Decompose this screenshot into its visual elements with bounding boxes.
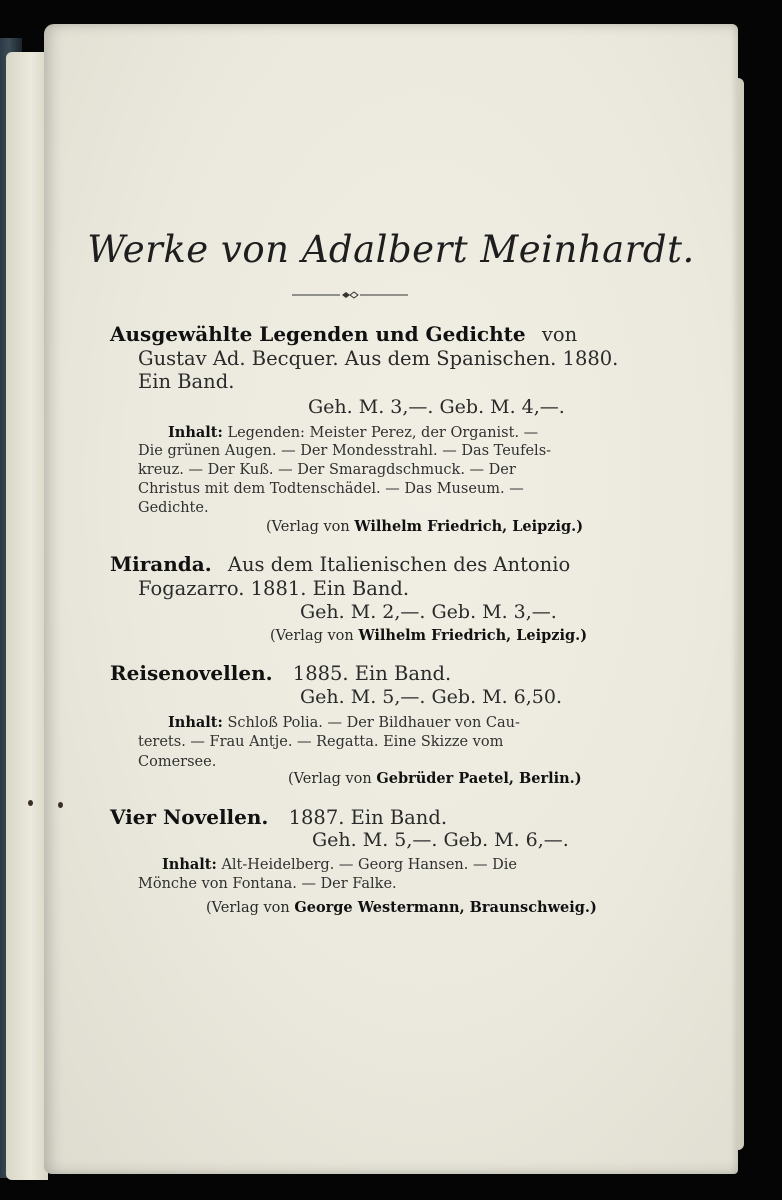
contents-text: Mönche von Fontana. — Der Falke. [138,876,397,892]
entry-text-line: 1885. Ein Band. [292,662,452,685]
contents-text: Schloß Polia. — Der Bildhauer von Cau- [227,715,520,731]
publisher-line [266,518,583,535]
contents-label: Inhalt: [162,856,217,873]
contents-text: Legenden: Meister Perez, der Organist. — [227,425,539,441]
publisher-name: George Westermann, Braunschweig.) [294,899,597,916]
publisher-prefix: (Verlag von [288,771,372,787]
contents-text: Gedichte. [138,500,209,516]
publisher-name: Gebrüder Paetel, Berlin.) [376,770,582,787]
entry-price: Geh. M. 5,—. Geb. M. 6,—. [312,829,569,851]
entry-price: Geh. M. 3,—. Geb. M. 4,—. [308,396,565,418]
contents-text: Die grünen Augen. — Der Mondesstrahl. — Das Teufels- [138,443,552,459]
entry-title: Vier Novellen. [110,805,269,829]
publisher-name: Wilhelm Friedrich, Leipzig.) [358,627,588,644]
paper-spot [58,802,63,808]
entry-text-line: Fogazarro. 1881. Ein Band. [138,577,410,600]
entry-title: Ausgewählte Legenden und Gedichte [110,322,526,346]
contents-text: terets. — Frau Antje. — Regatta. Eine Skizze vom [138,734,504,750]
entry-text-line: Gustav Ad. Becquer. Aus dem Spanischen. 1880. [138,347,619,370]
entry-price: Geh. M. 2,—. Geb. M. 3,—. [300,601,557,623]
contents-text: Comersee. [138,754,217,770]
entry-title: Miranda. [110,552,212,576]
contents-label: Inhalt: [168,424,223,441]
entry-text-line: von [541,323,578,346]
publisher-prefix: (Verlag von [206,900,290,916]
publisher-line [288,770,582,787]
contents-text: Alt-Heidelberg. — Georg Hansen. — Die [221,857,517,873]
publisher-prefix: (Verlag von [266,519,350,535]
title-ornament [292,290,408,300]
publisher-name: Wilhelm Friedrich, Leipzig.) [354,518,584,535]
contents-text: Christus mit dem Todtenschädel. — Das Museum. — [138,481,524,497]
entry-text-line: Aus dem Italienischen des Antonio [227,553,571,576]
contents-label: Inhalt: [168,714,223,731]
page-title: Werke von Adalbert Meinhardt. [87,228,695,271]
entry-text-line: 1887. Ein Band. [288,806,448,829]
publisher-line [270,627,587,644]
publisher-line [206,899,597,916]
contents-text: kreuz. — Der Kuß. — Der Smaragdschmuck. — Der [138,462,516,478]
paper-spot [28,800,33,806]
publisher-prefix: (Verlag von [270,628,354,644]
entry-text-line: Ein Band. [138,370,235,393]
previous-page-edge [6,52,48,1180]
entry-price: Geh. M. 5,—. Geb. M. 6,50. [300,686,563,708]
entry-title: Reisenovellen. [110,661,273,685]
